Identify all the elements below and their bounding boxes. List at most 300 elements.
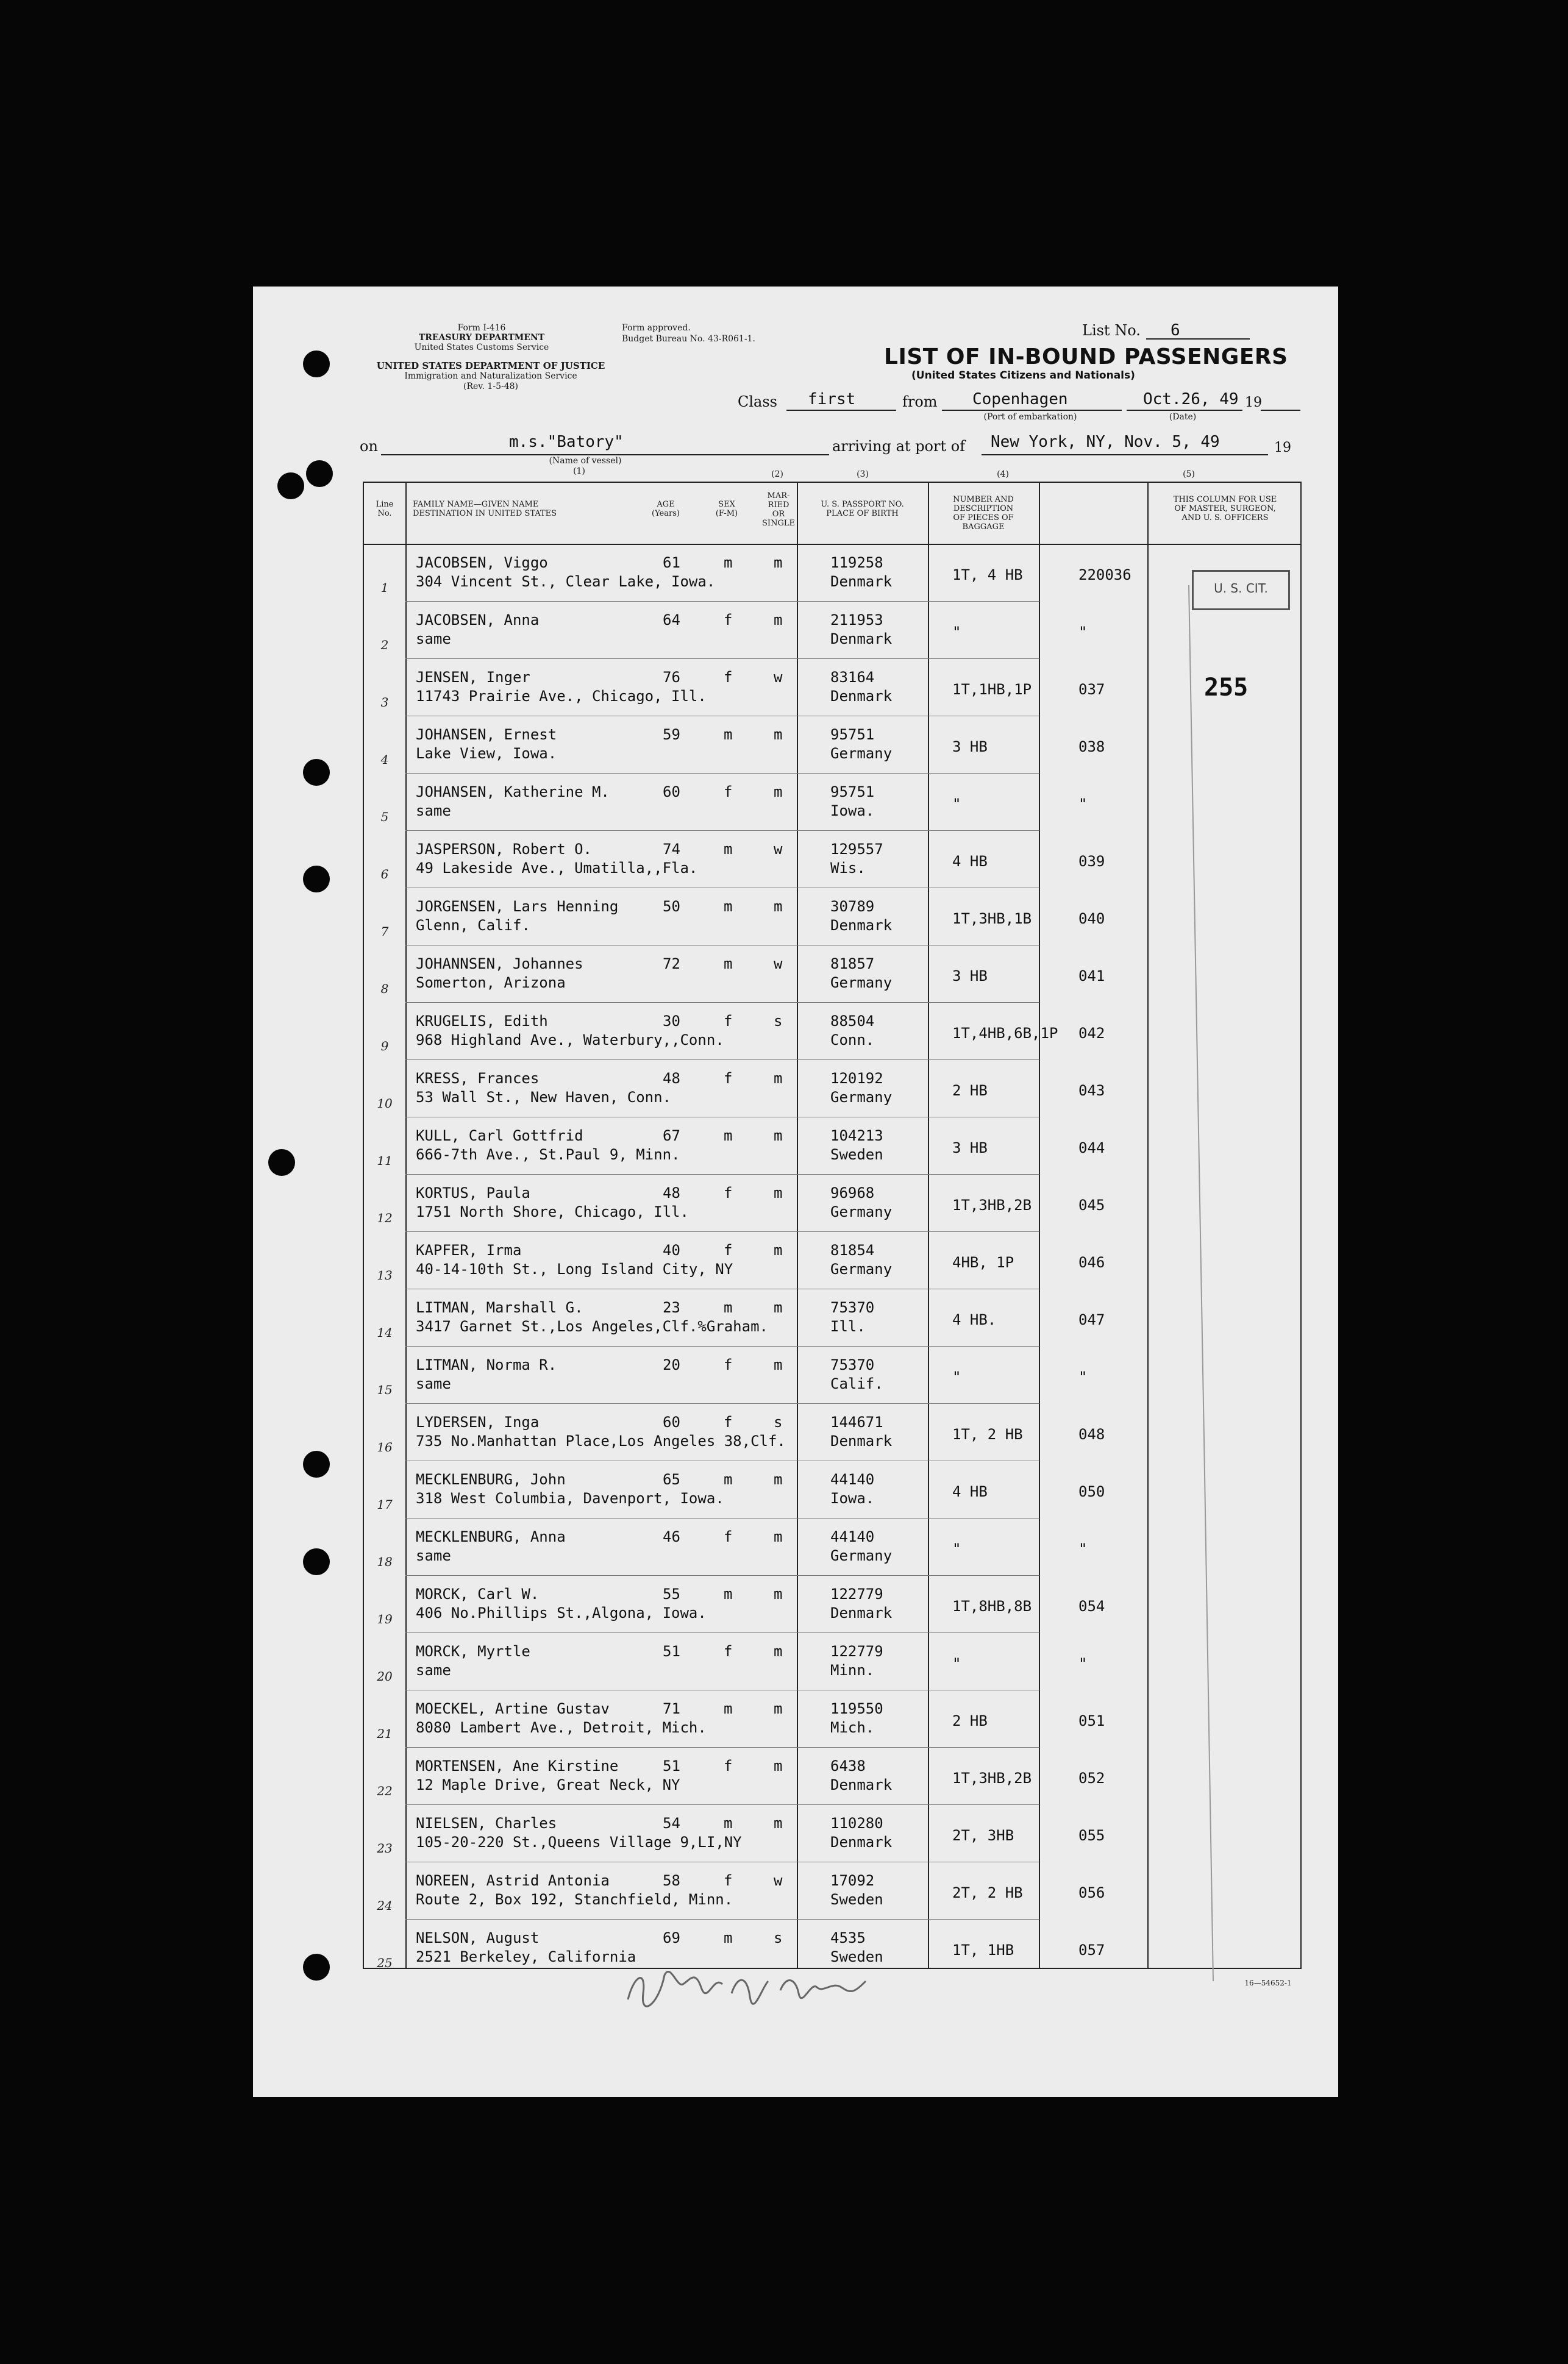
row-divider (405, 1174, 1039, 1175)
marital-status: m (774, 1815, 783, 1832)
sex: m (724, 955, 733, 972)
destination: 3417 Garnet St.,Los Angeles,Clf.%Graham. (416, 1318, 768, 1335)
destination: 40-14-10th St., Long Island City, NY (416, 1261, 733, 1278)
passenger-name: KULL, Carl Gottfrid (416, 1127, 583, 1144)
passenger-name: NOREEN, Astrid Antonia (416, 1872, 610, 1889)
destination: 8080 Lambert Ave., Detroit, Mich. (416, 1719, 707, 1736)
passenger-name: LITMAN, Marshall G. (416, 1299, 583, 1316)
date-underline (1127, 410, 1242, 411)
age: 59 (663, 726, 680, 743)
passport-number: 129557 (830, 841, 883, 858)
age: 58 (663, 1872, 680, 1889)
line-number: 6 (380, 867, 389, 881)
passport-number: 122779 (830, 1586, 883, 1603)
destination: 735 No.Manhattan Place,Los Angeles 38,Clf. (416, 1433, 786, 1450)
table-row (364, 1575, 1300, 1632)
destination: 2521 Berkeley, California (416, 1948, 636, 1965)
us-cit-stamp: U. S. CIT. (1192, 570, 1290, 610)
destination: 666-7th Ave., St.Paul 9, Minn. (416, 1146, 680, 1163)
age: 46 (663, 1528, 680, 1545)
customs-service: United States Customs Service (414, 343, 549, 352)
place-of-birth: Wis. (830, 860, 866, 877)
form-number: Form I-416 (457, 323, 506, 333)
sex: f (724, 611, 733, 628)
passenger-name: KRESS, Frances (416, 1070, 540, 1087)
passport-number: 110280 (830, 1815, 883, 1832)
sex: f (724, 1356, 733, 1373)
marital-status: m (774, 1643, 783, 1660)
officer-code: " (1078, 796, 1088, 813)
passenger-name: JOHANNSEN, Johannes (416, 955, 583, 972)
col-header-officers: THIS COLUMN FOR USE OF MASTER, SURGEON, AND U. S. OFFICERS (1173, 495, 1277, 522)
sex: f (724, 1242, 733, 1259)
destination: same (416, 1547, 451, 1564)
place-of-birth: Iowa. (830, 802, 875, 819)
class-value: first (808, 390, 856, 408)
punch-hole (306, 460, 333, 487)
marital-status: m (774, 1299, 783, 1316)
passenger-name: MORCK, Myrtle (416, 1643, 530, 1660)
place-of-birth: Minn. (830, 1662, 875, 1679)
passport-number: 95751 (830, 726, 875, 743)
list-no-value: 6 (1171, 321, 1180, 340)
place-of-birth: Sweden (830, 1891, 883, 1908)
age: 50 (663, 898, 680, 915)
line-number: 20 (377, 1669, 393, 1684)
passenger-name: JOHANSEN, Ernest (416, 726, 557, 743)
age: 54 (663, 1815, 680, 1832)
place-of-birth: Denmark (830, 1834, 893, 1851)
passenger-name: NELSON, August (416, 1929, 540, 1946)
passport-number: 95751 (830, 783, 875, 800)
baggage: " (952, 1655, 961, 1672)
embark-caption: (Port of embarkation) (983, 412, 1077, 422)
place-of-birth: Calif. (830, 1375, 883, 1392)
passenger-name: LYDERSEN, Inga (416, 1414, 540, 1431)
place-of-birth: Germany (830, 974, 893, 991)
age: 69 (663, 1929, 680, 1946)
table-row (364, 773, 1300, 830)
officer-code: 040 (1078, 910, 1105, 927)
row-divider (405, 1919, 1039, 1920)
table-row (364, 1461, 1300, 1518)
line-number: 11 (377, 1153, 393, 1168)
sex: f (724, 1070, 733, 1087)
punch-hole (303, 1954, 330, 1981)
marital-status: m (774, 1471, 783, 1488)
place-of-birth: Germany (830, 745, 893, 762)
from-underline (942, 410, 1122, 411)
from-label: from (902, 393, 938, 410)
ins-title: Immigration and Naturalization Service (404, 371, 577, 381)
sex: f (724, 1872, 733, 1889)
vessel-caption: (Name of vessel) (549, 456, 622, 466)
destination: 105-20-220 St.,Queens Village 9,LI,NY (416, 1834, 742, 1851)
place-of-birth: Denmark (830, 630, 893, 647)
line-number: 18 (377, 1554, 393, 1569)
table-row (364, 716, 1300, 773)
row-divider (405, 1804, 1039, 1805)
row-divider (405, 1231, 1039, 1232)
place-of-birth: Mich. (830, 1719, 875, 1736)
row-divider (405, 773, 1039, 774)
line-number: 2 (380, 638, 389, 652)
officer-code: " (1078, 1369, 1088, 1386)
age: 60 (663, 1414, 680, 1431)
marital-status: m (774, 898, 783, 915)
passport-number: 119550 (830, 1700, 883, 1717)
sex: f (724, 1414, 733, 1431)
marital-status: m (774, 1700, 783, 1717)
destination: Route 2, Box 192, Stanchfield, Minn. (416, 1891, 733, 1908)
sex: m (724, 1471, 733, 1488)
passenger-name: JACOBSEN, Viggo (416, 554, 548, 571)
officer-code: 051 (1078, 1712, 1105, 1729)
baggage: 2 HB (952, 1712, 988, 1729)
baggage: 3 HB (952, 967, 988, 984)
passport-number: 17092 (830, 1872, 875, 1889)
destination: same (416, 630, 451, 647)
col-header-baggage: NUMBER AND DESCRIPTION OF PIECES OF BAGGAGE (953, 495, 1014, 532)
officer-code: 046 (1078, 1254, 1105, 1271)
age: 64 (663, 611, 680, 628)
baggage: 1T,3HB,2B (952, 1770, 1032, 1787)
sex: m (724, 841, 733, 858)
passport-number: 81857 (830, 955, 875, 972)
line-number: 3 (380, 695, 389, 710)
marital-status: m (774, 1586, 783, 1603)
sex: m (724, 726, 733, 743)
marital-status: s (774, 1414, 783, 1431)
officer-code: 050 (1078, 1483, 1105, 1500)
passenger-name: MORTENSEN, Ane Kirstine (416, 1757, 619, 1775)
sex: m (724, 898, 733, 915)
age: 30 (663, 1013, 680, 1030)
line-number: 22 (377, 1784, 393, 1798)
officer-code: 220036 (1078, 566, 1131, 583)
destination: 11743 Prairie Ave., Chicago, Ill. (416, 688, 707, 705)
baggage: 1T,3HB,1B (952, 910, 1032, 927)
passenger-name: JOHANSEN, Katherine M. (416, 783, 610, 800)
row-divider (405, 1575, 1039, 1576)
line-number: 8 (380, 981, 389, 996)
place-of-birth: Ill. (830, 1318, 866, 1335)
officer-code: 037 (1078, 681, 1105, 698)
row-divider (405, 1403, 1039, 1404)
passenger-table (363, 482, 1302, 1969)
officer-code: 054 (1078, 1598, 1105, 1615)
officer-code: " (1078, 1655, 1088, 1672)
destination: same (416, 1662, 451, 1679)
age: 76 (663, 669, 680, 686)
officer-code: 044 (1078, 1139, 1105, 1156)
age: 60 (663, 783, 680, 800)
passenger-name: NIELSEN, Charles (416, 1815, 557, 1832)
form-approved: Form approved. (622, 323, 691, 333)
table-row (364, 1632, 1300, 1690)
colnum-3: (3) (857, 469, 869, 479)
line-number: 14 (377, 1325, 393, 1340)
marital-status: m (774, 611, 783, 628)
officer-code: 039 (1078, 853, 1105, 870)
year-underline (1261, 410, 1300, 411)
table-row (364, 1002, 1300, 1059)
arriving-label: arriving at port of (832, 438, 966, 455)
line-number: 21 (377, 1726, 393, 1741)
marital-status: m (774, 1757, 783, 1775)
vessel-value: m.s."Batory" (509, 433, 624, 451)
destination: same (416, 802, 451, 819)
baggage: 4HB, 1P (952, 1254, 1014, 1271)
marital-status: m (774, 783, 783, 800)
row-divider (405, 1632, 1039, 1633)
row-divider (405, 1747, 1039, 1748)
baggage: 3 HB (952, 1139, 988, 1156)
passenger-name: MOECKEL, Artine Gustav (416, 1700, 610, 1717)
passenger-name: KORTUS, Paula (416, 1184, 530, 1202)
baggage: 1T,3HB,2B (952, 1197, 1032, 1214)
punch-hole (303, 759, 330, 786)
passenger-name: JASPERSON, Robert O. (416, 841, 592, 858)
place-of-birth: Germany (830, 1203, 893, 1220)
place-of-birth: Sweden (830, 1146, 883, 1163)
class-underline (786, 410, 896, 411)
destination: same (416, 1375, 451, 1392)
passport-number: 81854 (830, 1242, 875, 1259)
baggage: " (952, 1540, 961, 1558)
baggage: 2T, 2 HB (952, 1884, 1023, 1901)
sex: m (724, 1127, 733, 1144)
from-value: Copenhagen (972, 390, 1068, 408)
line-number: 24 (377, 1898, 393, 1913)
table-row (364, 1174, 1300, 1231)
officer-code: 038 (1078, 738, 1105, 755)
officer-code: 043 (1078, 1082, 1105, 1099)
place-of-birth: Iowa. (830, 1490, 875, 1507)
passport-number: 44140 (830, 1471, 875, 1488)
officer-code: 055 (1078, 1827, 1105, 1844)
age: 51 (663, 1643, 680, 1660)
table-row (364, 1747, 1300, 1804)
place-of-birth: Conn. (830, 1031, 875, 1048)
marital-status: w (774, 1872, 783, 1889)
col-header-married: MAR- RIED OR SINGLE (762, 491, 795, 528)
sex: f (724, 1184, 733, 1202)
officer-code: 048 (1078, 1426, 1105, 1443)
marital-status: m (774, 1184, 783, 1202)
age: 71 (663, 1700, 680, 1717)
punch-hole (277, 472, 304, 499)
line-number: 4 (380, 752, 389, 767)
destination: 318 West Columbia, Davenport, Iowa. (416, 1490, 724, 1507)
baggage: 3 HB (952, 738, 988, 755)
baggage: 1T,4HB,6B,1P (952, 1025, 1058, 1042)
age: 20 (663, 1356, 680, 1373)
sex: f (724, 1643, 733, 1660)
passenger-name: JENSEN, Inger (416, 669, 530, 686)
year-prefix-2: 19 (1274, 440, 1291, 455)
destination: 968 Highland Ave., Waterbury,,Conn. (416, 1031, 724, 1048)
sex: m (724, 1586, 733, 1603)
line-number: 7 (380, 924, 389, 939)
row-divider (405, 658, 1039, 659)
punch-hole (303, 866, 330, 892)
officer-code: 042 (1078, 1025, 1105, 1042)
table-row (364, 1289, 1300, 1346)
passenger-name: MECKLENBURG, John (416, 1471, 566, 1488)
age: 51 (663, 1757, 680, 1775)
baggage: " (952, 1369, 961, 1386)
date-caption: (Date) (1169, 412, 1197, 422)
destination: 1751 North Shore, Chicago, Ill. (416, 1203, 689, 1220)
table-row (364, 1059, 1300, 1117)
line-number: 15 (377, 1383, 393, 1397)
sex: f (724, 1528, 733, 1545)
punch-hole (303, 351, 330, 377)
marital-status: m (774, 1242, 783, 1259)
place-of-birth: Denmark (830, 688, 893, 705)
table-row (364, 601, 1300, 658)
passport-number: 4535 (830, 1929, 866, 1946)
margin-number: 255 (1204, 674, 1249, 702)
row-divider (405, 1346, 1039, 1347)
age: 48 (663, 1184, 680, 1202)
on-label: on (360, 438, 378, 455)
passenger-name: JACOBSEN, Anna (416, 611, 540, 628)
table-row (364, 544, 1300, 601)
table-row (364, 1804, 1300, 1862)
line-number: 5 (380, 810, 389, 824)
age: 74 (663, 841, 680, 858)
line-number: 25 (377, 1956, 393, 1970)
officer-code: " (1078, 624, 1088, 641)
baggage: 1T, 2 HB (952, 1426, 1023, 1443)
pencil-mark (1177, 585, 1225, 1987)
list-subtitle: (United States Citizens and Nationals) (911, 369, 1135, 382)
punch-hole (268, 1149, 295, 1176)
baggage: " (952, 796, 961, 813)
line-number: 23 (377, 1841, 393, 1856)
row-divider (405, 601, 1039, 602)
passenger-name: MECKLENBURG, Anna (416, 1528, 566, 1545)
passport-number: 88504 (830, 1013, 875, 1030)
line-number: 9 (380, 1039, 389, 1053)
passport-number: 211953 (830, 611, 883, 628)
officer-code: 041 (1078, 967, 1105, 984)
table-row (364, 1231, 1300, 1289)
sex: f (724, 1757, 733, 1775)
line-number: 19 (377, 1612, 393, 1626)
baggage: 4 HB (952, 853, 988, 870)
marital-status: w (774, 841, 783, 858)
sex: m (724, 1700, 733, 1717)
budget-bureau: Budget Bureau No. 43-R061-1. (622, 334, 755, 344)
marital-status: w (774, 669, 783, 686)
table-row (364, 888, 1300, 945)
passport-number: 120192 (830, 1070, 883, 1087)
destination: Somerton, Arizona (416, 974, 566, 991)
sex: m (724, 1815, 733, 1832)
table-row (364, 1346, 1300, 1403)
destination: 49 Lakeside Ave., Umatilla,,Fla. (416, 860, 698, 877)
marital-status: m (774, 554, 783, 571)
destination: Glenn, Calif. (416, 917, 530, 934)
passport-number: 104213 (830, 1127, 883, 1144)
line-number: 1 (380, 580, 389, 595)
marital-status: m (774, 726, 783, 743)
destination: 12 Maple Drive, Great Neck, NY (416, 1776, 680, 1793)
officer-code: 045 (1078, 1197, 1105, 1214)
destination: Lake View, Iowa. (416, 745, 557, 762)
place-of-birth: Denmark (830, 573, 893, 590)
marital-status: m (774, 1356, 783, 1373)
baggage: " (952, 624, 961, 641)
line-number: 13 (377, 1268, 393, 1283)
baggage: 2T, 3HB (952, 1827, 1014, 1844)
row-divider (405, 830, 1039, 831)
table-row (364, 1690, 1300, 1747)
table-row (364, 1518, 1300, 1575)
passport-number: 119258 (830, 554, 883, 571)
age: 48 (663, 1070, 680, 1087)
baggage: 1T,1HB,1P (952, 681, 1032, 698)
list-no-underline (1146, 338, 1250, 340)
table-row (364, 1117, 1300, 1174)
sex: m (724, 554, 733, 571)
age: 23 (663, 1299, 680, 1316)
officer-code: 057 (1078, 1942, 1105, 1959)
baggage: 4 HB (952, 1483, 988, 1500)
year-prefix: 19 (1245, 395, 1262, 410)
date-value: Oct.26, 49 (1143, 390, 1239, 408)
sex: f (724, 1013, 733, 1030)
table-row (364, 830, 1300, 888)
handwritten-signature (622, 1951, 890, 2018)
table-row (364, 1862, 1300, 1919)
passport-number: 75370 (830, 1299, 875, 1316)
arrival-value: New York, NY, Nov. 5, 49 (991, 433, 1220, 451)
place-of-birth: Denmark (830, 1604, 893, 1622)
age: 40 (663, 1242, 680, 1259)
passport-number: 96968 (830, 1184, 875, 1202)
col-header-passport: U. S. PASSPORT NO. PLACE OF BIRTH (821, 500, 904, 518)
passenger-name: KAPFER, Irma (416, 1242, 522, 1259)
line-number: 10 (377, 1096, 393, 1111)
row-divider (405, 1059, 1039, 1060)
colnum-5: (5) (1183, 469, 1195, 479)
marital-status: m (774, 1127, 783, 1144)
sex: m (724, 1299, 733, 1316)
col-header-age: AGE (Years) (652, 500, 680, 518)
baggage: 1T, 1HB (952, 1942, 1014, 1959)
doj-title: UNITED STATES DEPARTMENT OF JUSTICE (376, 360, 605, 371)
line-number: 17 (377, 1497, 393, 1512)
place-of-birth: Denmark (830, 1776, 893, 1793)
sex: f (724, 783, 733, 800)
age: 65 (663, 1471, 680, 1488)
list-no-label: List No. (1082, 322, 1141, 339)
row-divider (405, 1002, 1039, 1003)
place-of-birth: Denmark (830, 917, 893, 934)
officer-code: 047 (1078, 1311, 1105, 1328)
col-header-sex: SEX (F-M) (715, 500, 738, 518)
officer-code: 052 (1078, 1770, 1105, 1787)
footer-code: 16—54652-1 (1244, 1979, 1292, 1987)
baggage: 2 HB (952, 1082, 988, 1099)
passport-number: 75370 (830, 1356, 875, 1373)
col-header-line-no: Line No. (376, 500, 394, 518)
marital-status: m (774, 1070, 783, 1087)
